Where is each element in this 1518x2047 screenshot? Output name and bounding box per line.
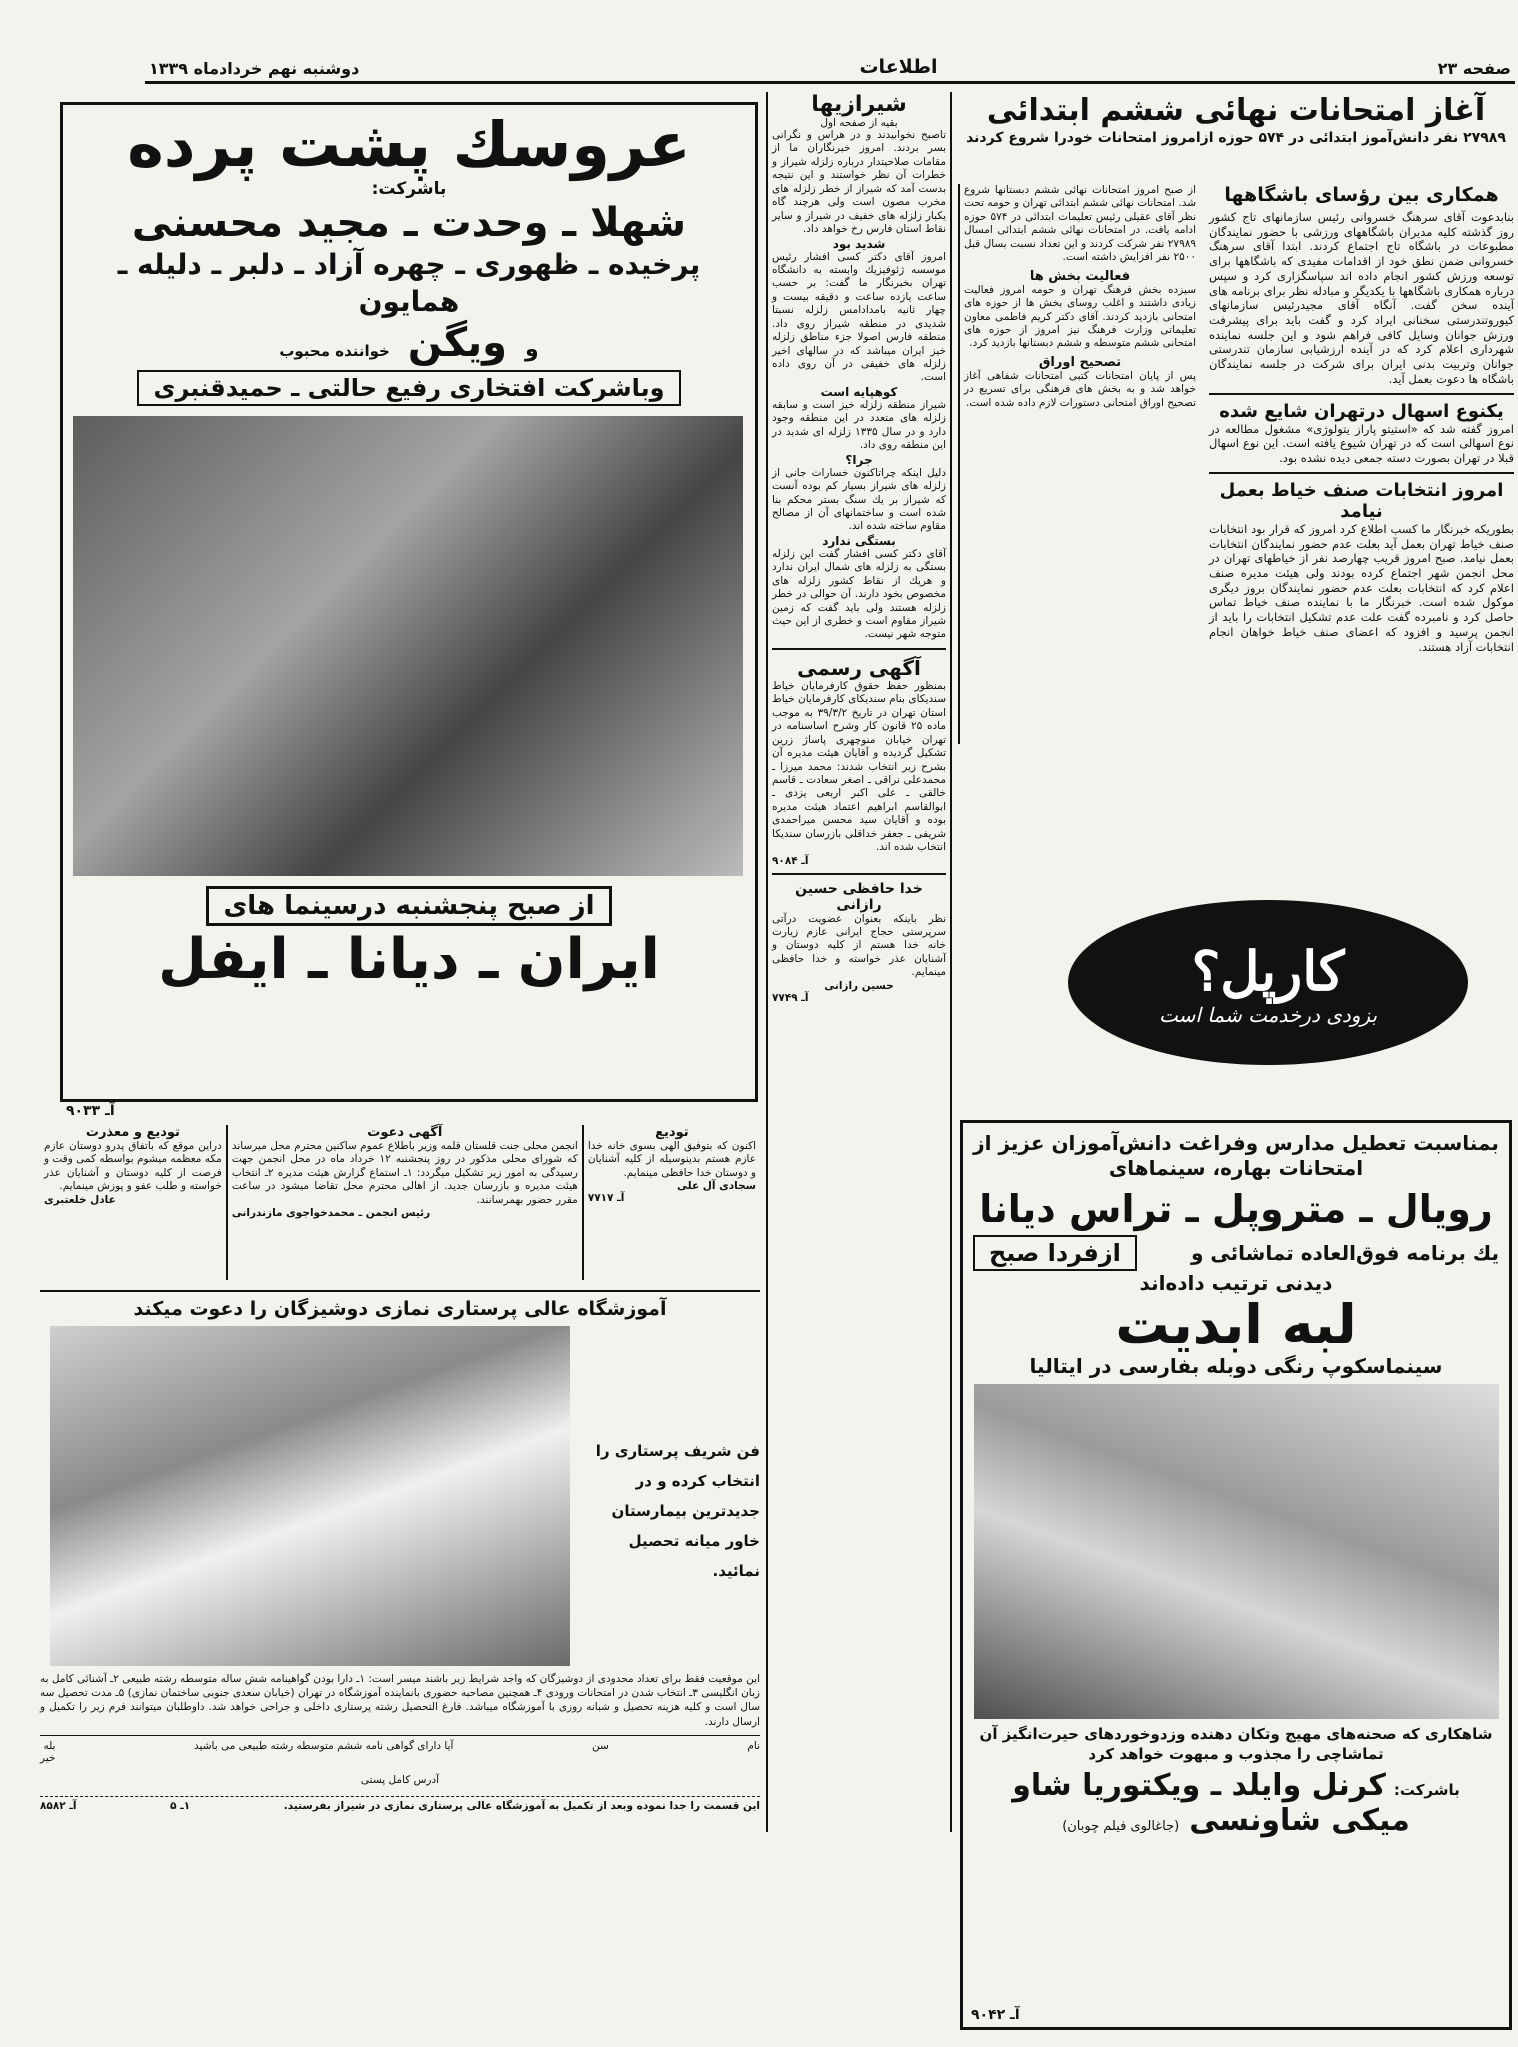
nursing-ad	[40, 1290, 760, 2035]
earthquake-body-2: امروز آقای دکتر کسی افشار رئیس موسسه ژئوفیزیك وابسته به دانشگاه تهران بخبرنگار ما گفت: بر حسب ساعت یازده ساعت و دقیقه بیست و چهار ثانیه بامدادامس زلزله نسبتا شدیدی در منطقه شیراز روی داد. منطقه فارس اصولا جزء مناطق زلزله خیز ایران میباشد که در سالهای اخیر زلزله های خفیفی در آن روی داده است.	[772, 250, 946, 384]
nursing-ad-side-text: فن شریف پرستاری را انتخاب کرده و در جدیدترین بیمارستان خاور میانه تحصیل نمائید.	[595, 1442, 760, 1580]
film-ad-stars: شهلا ـ وحدت ـ مجید محسنی	[131, 200, 687, 247]
cinema-ad-caption: شاهکاری که صحنه‌های مهیج وتکان دهنده وزدوخوردهای حیرت‌انگیز آن تماشاچی را مجذوب و مبهوت خواهد کرد	[979, 1725, 1493, 1763]
film-ad-photo	[73, 416, 743, 876]
cinema-ad-photo	[974, 1384, 1499, 1719]
film-ad	[60, 102, 758, 1102]
form-name-label: نام	[747, 1739, 760, 1752]
nursing-ad-code2: ۱ـ ۵	[170, 1799, 191, 1812]
earthquake-headline: شیرازیها	[811, 92, 907, 117]
earthquake-body-4: دلیل اینکه چراتاکنون خسارات جانی از زلزله های شیراز بسیار کم بوده آنست که شیراز بر یك سنگ بستر محکم بنا شده است و ساختمانهای آن از مصالح مقاوم ساخته شده اند.	[772, 466, 946, 533]
cinema-ad-star2: میکی شاونسی	[1189, 1803, 1410, 1839]
exams-body-3: پس از پایان امتحانات کتبی امتحانات شفاهی آغاز خواهد شد و به بخش های فرهنگی برای تسریع در تصحیح اوراق امتحانی دستورات لازم داده شده است.	[964, 369, 1196, 409]
nursing-ad-footer-row	[40, 1796, 760, 1812]
official-notice-headline: آگهی رسمی	[797, 655, 921, 680]
earthquake-column	[766, 92, 952, 1832]
cholera-body: امروز گفته شد که «استیتو پاراز یتولوژی» مشغول مطالعه در نوع اسهالی است که در تهران شیوع یافته است. این نوع اسهال قبلا در تهران بصورت دسته جمعی دیده نشده بود.	[1209, 421, 1514, 466]
tailors-headline: امروز انتخابات صنف خیاط بعمل نیامد	[1219, 479, 1504, 522]
nursing-ad-code: آ‍ـ ۸۵۸۲	[40, 1799, 77, 1812]
clubs-body: بنابدعوت آقای سرهنگ خسروانی رئیس سازمانهای تاج کشور روز گذشته کلیه مدیران باشگاههای ورزشی با حضور نمایندگان مطبوعات در باشگاه تاج اجتماع کردند. ابتدا آقای سرهنگ خسروانی ضمن نطق خود از اقدامات مفیدی که باشگاهها برای توسعه ورزش کشور انجام داده اند سپاسگزاری کرد و سپس درباره همکاری باشگاهها با یکدیگر و مبادله نظر برای برنامه های آینده سخن گفت. آنگاه آقای مجیدرئیس سازمانهای کیوروتندرستی سخنانی ایراد کرد و گفت باید برای پیشرفت ورزش جوانان وسایل کافی فراهم شود و این جلسه نماینده شهرداری اعلام کرد که در آینده ارزشیابی سازمان تندرستی جوانان وتربیت بدنی ایران برای شرکت در جلسه نمایندگان باشگاه ها دعوت بعمل آید.	[1209, 210, 1514, 386]
cinema-ad-from: ازفردا صبح	[973, 1235, 1137, 1271]
nursing-ad-photo	[50, 1326, 570, 1666]
thanks-ad-title: تودیع و معذرت	[85, 1125, 180, 1140]
exams-sub-activity: فعالیت بخش ها	[1029, 268, 1131, 284]
cinema-ad-with-label: باشرکت:	[1393, 1781, 1460, 1800]
nursing-ad-form	[40, 1735, 760, 1764]
exams-body: از صبح امروز امتحانات نهائی ششم دبستانها شروع شد. امتحانات نهائی ششم ابتدائی تهران و حومه تحت نظر آقای عقیلی رئیس تعلیمات ابتدائی در ۵۷۴ حوزه ادامه یافت. در امتحانات نهائی ششم ابتدائی امسال ۲۷۹۸۹ نفر شرکت کردند و این تعداد نسبت بسال قبل ۲۵۰۰ نفر افزایش داشته است.	[964, 184, 1197, 264]
form-address-label: آدرس کامل پستی	[360, 1773, 440, 1786]
farewell-ad-sig: سجادی آل علی	[677, 1180, 756, 1193]
cinema-ad	[960, 1120, 1512, 2030]
carpool-ad	[1068, 900, 1468, 1065]
earthquake-sub-why: جرا؟	[845, 452, 873, 467]
thanks-ad	[40, 1125, 226, 1280]
farewell-ad	[582, 1125, 760, 1280]
invite-ad	[226, 1125, 582, 1280]
cinema-ad-venues: رویال ـ متروپل ـ تراس دیانا	[979, 1187, 1493, 1231]
cinema-ad-intro: بمناسبت تعطیل مدارس وفراغت دانش‌آموزان عزیز از امتحانات بهاره، سینماهای	[973, 1131, 1499, 1180]
film-ad-code: آ‍ـ ۹۰۳۳	[66, 1103, 115, 1119]
invite-ad-sig: رئیس انجمن ـ محمدخواجوی مازندرانی	[231, 1207, 431, 1220]
film-ad-cast: پرخیده ـ ظهوری ـ چهره آزاد ـ دلبر ـ دلیله ـ همایون	[117, 248, 701, 318]
page-number: صفحه ۲۳	[1437, 59, 1511, 78]
form-yes-option: بله	[43, 1739, 56, 1752]
earthquake-body-3: شیراز منطقه زلزله خیز است و سابقه زلزله های متعدد در این منطقه وجود دارد و در سال ۱۳۳۵ زلزله ای شدید در این منطقه روی داد.	[772, 398, 946, 452]
small-ads-row	[40, 1125, 760, 1280]
film-ad-title: عروسك پشت پرده	[127, 108, 691, 181]
carpool-word: کارپل؟	[1191, 938, 1345, 1003]
nursing-ad-conditions: این موقعیت فقط برای تعداد محدودی از دوشیزگان که واجد شرایط زیر باشند میسر است: ۱ـ دارا بودن گواهینامه شش ساله متوسطه رشته طبیعی ۲ـ آشنائی کامل به زبان انگلیسی ۳ـ انتخاب شدن در امتحانات ورودی ۴ـ همچنین مصاحبه حضوری بانماینده آموزشگاه در تهران (خیابان سعدی جنوبی ساختمان نمازی) ۵ـ مدت تحصیل سه سال است و کلیه هزینه تحصیل و شبانه روزی با آموزشگاه میباشد. فارغ التحصیل رشته پرستاری داخلی و جراحی خواهد شد. داوطلبان میتوانند فرم زیر را تکمیل و ارسال دارند.	[40, 1673, 761, 1728]
film-ad-honorary: وباشرکت افتخاری رفیع حالتی ـ حمیدقنبری	[137, 370, 680, 406]
clubs-headline: همکاری بین رؤسای باشگاهها	[1224, 184, 1499, 206]
earthquake-sub-strong: شدید بود	[832, 236, 886, 251]
exams-body-2: سیزده بخش فرهنگ تهران و حومه امروز فعالیت زیادی داشتند و اغلب روسای بخش ها از حوزه های امتحانی بازدید کردند. آقای دکتر کریم فاطمی معاون تعلیماتی وزارت فرهنگ نیز امروز از حوزه های امتحانی ششم متوسطه و ششم دبستانها بازدید کرد.	[964, 283, 1196, 350]
issue-date: دوشنبه نهم خردادماه ۱۳۳۹	[149, 59, 360, 78]
form-no-option: خیر	[40, 1751, 56, 1764]
farewell-notice-code: آ‍ـ ۷۷۴۹	[772, 991, 809, 1004]
exams-sub-correction: تصحیح اوراق	[1038, 354, 1122, 370]
official-notice-code: آ‍ـ ۹۰۸۴	[772, 854, 809, 867]
farewell-notice-headline: خدا حافظی حسین رازانی	[795, 880, 923, 913]
nursing-ad-title: آموزشگاه عالی پرستاری نمازی دوشیزگان را دعوت میکند	[133, 1298, 667, 1320]
film-ad-singer-note: خواننده محبوب	[279, 341, 390, 360]
farewell-notice-body: نظر باینکه بعنوان عضویت درآتی سرپرستی حجاج ایرانی عازم زیارت خانه خدا هستم از کلیه دوستان و آشنایان عذر خواسته و خدا حافظی مینمایم.	[772, 912, 946, 979]
invite-ad-title: آگهی دعوت	[367, 1125, 443, 1140]
cinema-ad-format: سینماسکوپ رنگی دوبله بفارسی در ایتالیا	[1029, 1354, 1443, 1379]
earthquake-body: تاصبح نخوابیدند و در هراس و نگرانی بسر بردند. امروز خبرنگاران ما از مقامات صلاحیتدار درباره زلزله شیراز و خطرات آن نظر خواستند و این نتیجه بدست آمد که شیراز از خطر زلزله های مخرب مصون است ولی هرچند گاه یکبار زلزله های خفیف در شیراز و سایر نقاط استان فارس رخ خواهد داد.	[772, 129, 946, 236]
thanks-ad-sig: عادل خلعتبری	[44, 1193, 116, 1206]
farewell-ad-code: آ‍ـ ۷۷۱۷	[587, 1192, 625, 1205]
invite-ad-body: انجمن محلی جنت قلستان قلمه وزیر باطلاع عموم ساکنین محترم محل میرساند که شورای محلی مذکور در روز پنجشنبه ۱۲ خرداد ماه در محل انجمن جهت رسیدگی به امور زیر تشکیل میگردد: ۱ـ استماع گزارش هیئت مدیره ۲ـ انتخاب هیئت مدیره و بازرسان جدید. از اهالی محترم محل تقاضا میشود در ساعت مقرر حضور بهمرسانند.	[231, 1140, 578, 1206]
earthquake-body-5: آقای دکتر کسی افشار گفت این زلزله بستگی به زلزله های شمال ایران ندارد و هریك از نقاط کشور زلزله های مخصوص بخود دارند. آن حوالی در خطر زلزله هستند ولی باید گفت که زمین شیراز مقاوم است و خطری از این حیث متوجه شهر نیست.	[772, 547, 946, 641]
form-certificate-question: آیا دارای گواهی نامه ششم متوسطه رشته طبیعی می باشید	[194, 1739, 454, 1752]
page-header	[145, 52, 1515, 84]
earthquake-sub-unrelated: بستگی ندارد	[822, 533, 896, 548]
farewell-ad-body: اکنون که بتوفیق الهی بسوی خانه خدا عازم هستم بدینوسیله از کلیه آشنایان و دوستان خدا حافظی مینمایم.	[587, 1140, 756, 1179]
farewell-notice-name: حسین رازانی	[824, 979, 894, 992]
exams-subheadline: ۲۷۹۸۹ نفر دانش‌آموز ابتدائی در ۵۷۴ حوزه ازامروز امتحانات خودرا شروع کردند	[966, 130, 1506, 146]
film-ad-with: باشرکت:	[371, 179, 447, 200]
cinema-ad-stars: کرنل وایلد ـ ویکتوریا شاو	[1012, 1768, 1386, 1804]
film-ad-singer: ویگن	[407, 319, 508, 366]
cinema-ad-star2-note: (جاغالوی فیلم چوبان)	[1062, 1819, 1180, 1835]
cinema-ad-arranged: دیدنی ترتیب داده‌اند	[1139, 1271, 1333, 1295]
carpool-tagline: بزودی درخدمت شما است	[1158, 1002, 1378, 1027]
thanks-ad-body: دراین موقع که باتفاق پدرو دوستان عازم مکه معظمه میشوم بواسطه کمی وقت و فرصت از کلیه دوستان و آشنایان عذر خواسته و طلب عفو و پوزش مینمایم.	[44, 1140, 222, 1193]
newspaper-name: اطلاعات	[859, 56, 938, 78]
exams-headline: آغاز امتحانات نهائی ششم ابتدائی	[986, 93, 1486, 128]
cinema-ad-code: آ‍ـ ۹۰۴۲	[971, 2007, 1020, 2023]
earthquake-continued: بقیه از صفحه اول	[820, 117, 898, 129]
cinema-ad-film-title: لبه ابدیت	[1115, 1293, 1357, 1356]
official-notice-body: بمنظور حفظ حقوق کارفرمایان خیاط سندیکای بنام سندیکای کارفرمایان خیاط استان تهران در تاریخ ۳۹/۳/۲ به موجب ماده ۲۵ قانون کار وشرح اساسنامه در تهران خیابان منوچهری پاساژ زرین تشکیل گردیده و آقایان هیئت مدیره آن بشرح زیر انتخاب شدند: محمد میرزا ـ محمدعلی نراقی ـ اصغر سعادت ـ قاسم خالقی ـ علی اکبر اربعی یزدی ـ ابوالقاسم ابراهیم اعتماد هیئت مدیره بوده و آقایان سید محسن میراحمدی شریفی ـ جعفر خداقلی بازرسان سندیکا انتخاب شده اند.	[772, 679, 946, 854]
film-ad-cinemas: ایران ـ دیانا ـ ایفل	[158, 926, 660, 992]
earthquake-sub-foothill: کوهپایه است	[820, 384, 898, 399]
film-ad-from: از صبح پنجشنبه درسینما های	[206, 886, 611, 926]
tailors-body: بطوریکه خبرنگار ما کسب اطلاع کرد امروز که قرار بود انتخابات صنف خیاط تهران بعمل آید بعلت عدم حضور نمایندگان انتخابات بعمل نیامد. صبح امروز قریب چهارصد نفر از خیاطهای تهران در محل انجمن شهر اجتماع کرده بودند ولی هیئت مدیره صنف اعلام کرد که انتخابات بعلت عدم حضور نمایندگان بروز دیگری موکول شده است. خبرنگار ما با نماینده صنف خیاط تماس حاصل کرد و نامبرده گفت علت عدم تشکیل انتخابات را باید از انجمن پرسید و افزود که اعضای صنف خیاط خواهان انجام انتخابات آزاد هستند.	[1209, 521, 1514, 654]
cholera-headline: یکنوع اسهال درتهران شایع شده	[1219, 400, 1504, 422]
film-ad-and: و	[525, 336, 539, 362]
cinema-ad-program: یك برنامه فوق‌العاده تماشائی و	[1191, 1241, 1499, 1265]
exams-section	[958, 184, 1196, 744]
farewell-ad-title: تودیع	[655, 1125, 689, 1140]
form-age-label: سن	[592, 1739, 609, 1752]
nursing-ad-footer: این قسمت را جدا نموده وبعد از تکمیل به آموزشگاه عالی پرستاری نمازی در شیراز بفرستید.	[283, 1799, 760, 1812]
